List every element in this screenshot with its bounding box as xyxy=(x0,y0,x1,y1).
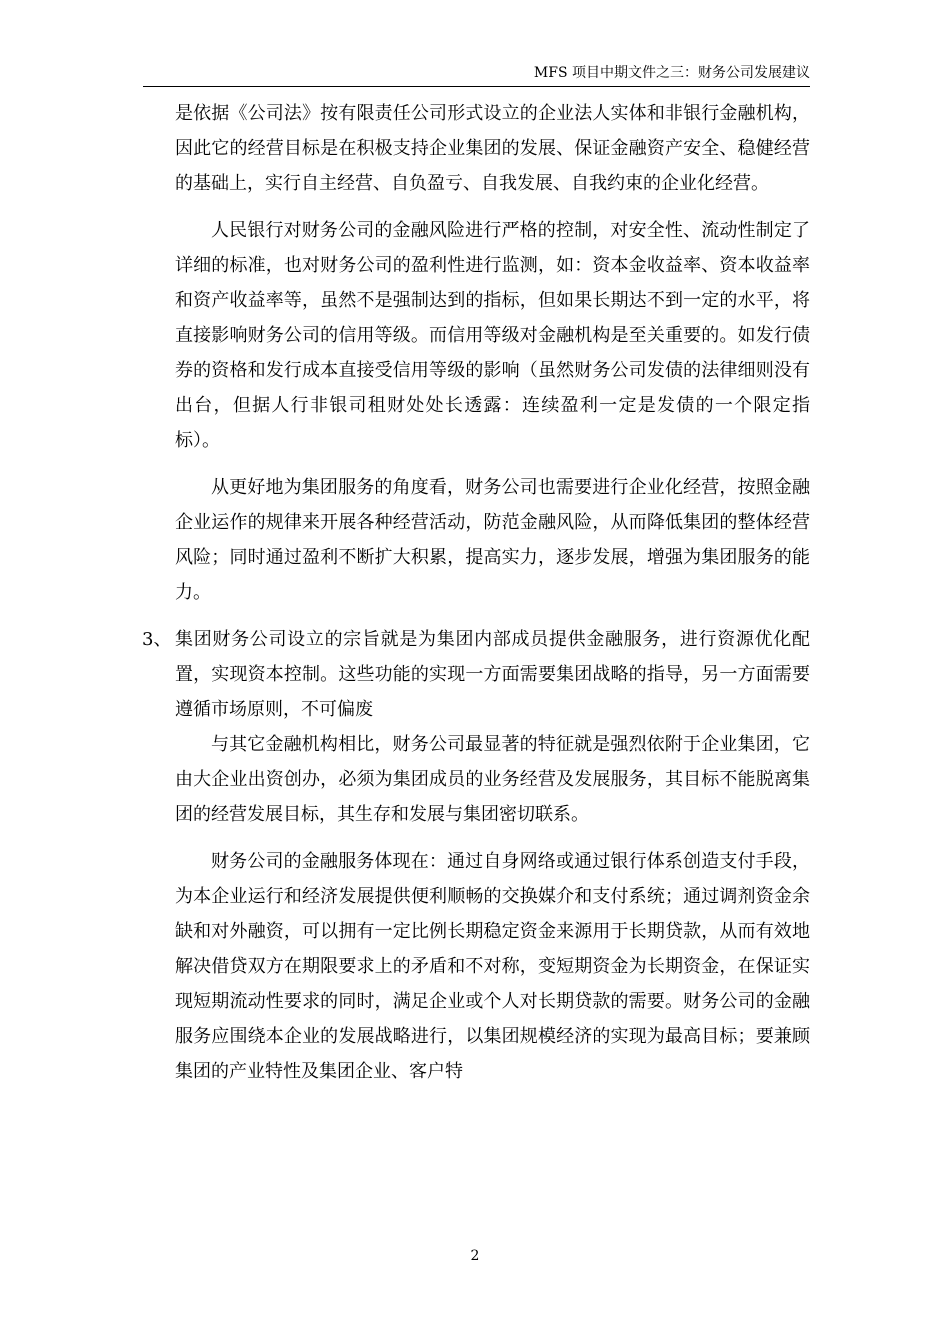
paragraph-dependency: 与其它金融机构相比，财务公司最显著的特征就是强烈依附于企业集团，它由大企业出资创办，必须为集团成员的业务经营及发展服务，其目标不能脱离集团的经营发展目标，其生存和发展与集团密切联系。 xyxy=(175,734,810,825)
page-number: 2 xyxy=(470,1248,480,1264)
paragraph-corporate-operation: 从更好地为集团服务的角度看，财务公司也需要进行企业化经营，按照金融企业运作的规律来开展各种经营活动，防范金融风险，从而降低集团的整体经营风险；同时通过盈利不断扩大积累，提高实力，逐步发展，增强为集团服务的能力。 xyxy=(175,477,810,603)
list-item-3 xyxy=(142,622,810,727)
list-item-text: 集团财务公司设立的宗旨就是为集团内部成员提供金融服务，进行资源优化配置，实现资本控制。这些功能的实现一方面需要集团战略的指导，另一方面需要遵循市场原则，不可偏废 xyxy=(175,629,810,720)
header-rule xyxy=(143,86,810,87)
list-number: 3、 xyxy=(142,629,172,650)
paragraph-credit-rating: 人民银行对财务公司的金融风险进行严格的控制，对安全性、流动性制定了详细的标准，也对财务公司的盈利性进行监测，如：资本金收益率、资本收益率和资产收益率等，虽然不是强制达到的指标，但如果长期达不到一定的水平，将直接影响财务公司的信用等级。而信用等级对金融机构是至关重要的。如发行债券的资格和发行成本直接受信用等级的影响（虽然财务公司发债的法律细则没有出台，但据人行非银司租财处处长透露：连续盈利一定是发债的一个限定指标）。 xyxy=(175,220,810,451)
paragraph-financial-services: 财务公司的金融服务体现在：通过自身网络或通过银行体系创造支付手段，为本企业运行和经济发展提供便利顺畅的交换媒介和支付系统；通过调剂资金余缺和对外融资，可以拥有一定比例长期稳定资金来源用于长期贷款，从而有效地解决借贷双方在期限要求上的矛盾和不对称，变短期资金为长期资金，在保证实现短期流动性要求的同时，满足企业或个人对长期贷款的需要。财务公司的金融服务应围绕本企业的发展战略进行，以集团规模经济的实现为最高目标；要兼顾集团的产业特性及集团企业、客户特 xyxy=(175,851,810,1082)
paragraph-continued: 是依据《公司法》按有限责任公司形式设立的企业法人实体和非银行金融机构，因此它的经营目标是在积极支持企业集团的发展、保证金融资产安全、稳健经营的基础上，实行自主经营、自负盈亏、自我发展、自我约束的企业化经营。 xyxy=(175,103,810,194)
running-header: MFS 项目中期文件之三：财务公司发展建议 xyxy=(533,65,810,81)
document-body xyxy=(142,96,810,1089)
